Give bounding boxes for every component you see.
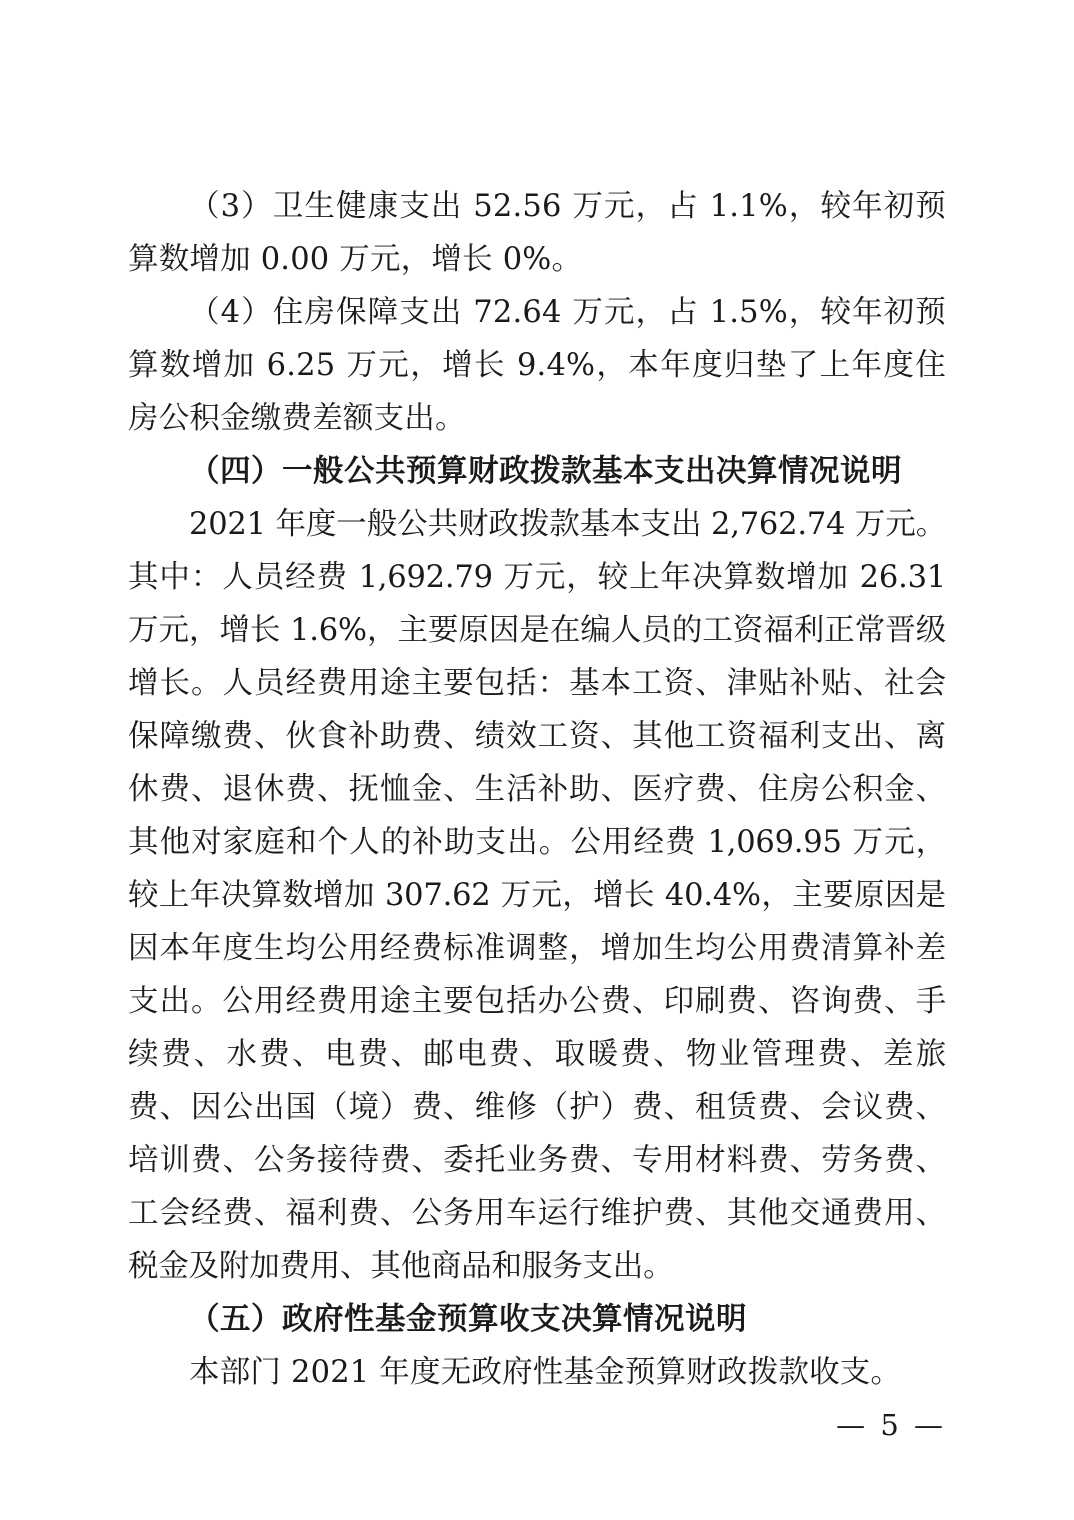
page-number: — 5 —: [836, 1408, 946, 1442]
section-heading-basic-expenditure: （四）一般公共预算财政拨款基本支出决算情况说明: [189, 453, 902, 489]
document-body: [128, 180, 946, 1399]
paragraph-government-fund-budget-detail: 本部门 2021 年度无政府性基金预算财政拨款收支。: [189, 1355, 902, 1390]
paragraph-housing-security-expenditure: （4）住房保障支出 72.64 万元，占 1.5%，较年初预算数增加 6.25 万元，增长 9.4%，本年度归垫了上年度住房公积金缴费差额支出。: [128, 295, 946, 436]
paragraph-health-expenditure: （3）卫生健康支出 52.56 万元，占 1.1%，较年初预算数增加 0.00 万元，增长 0%。: [128, 189, 946, 277]
section-heading-government-fund-budget: （五）政府性基金预算收支决算情况说明: [189, 1301, 747, 1337]
paragraph-basic-expenditure-detail: 2021 年度一般公共财政拨款基本支出 2,762.74 万元。其中：人员经费 1,692.79 万元，较上年决算数增加 26.31 万元，增长 1.6%，主要原因是在编人员的工资福利正常晋级增长。人员经费用途主要包括：基本工资、津贴补贴、社会保障缴费、伙食补助费、绩效工资、其他工资福利支出、离休费、退休费、抚恤金、生活补助、医疗费、住房公积金、其他对家庭和个人的补助支出。公用经费 1,069.95 万元，较上年决算数增加 307.62 万元，增长 40.4%，主要原因是因本年度生均公用经费标准调整，增加生均公用费清算补差支出。公用经费用途主要包括办公费、印刷费、咨询费、手续费、水费、电费、邮电费、取暖费、物业管理费、差旅费、因公出国（境）费、维修（护）费、租赁费、会议费、培训费、公务接待费、委托业务费、专用材料费、劳务费、工会经费、福利费、公务用车运行维护费、其他交通费用、税金及附加费用、其他商品和服务支出。: [128, 507, 946, 1284]
